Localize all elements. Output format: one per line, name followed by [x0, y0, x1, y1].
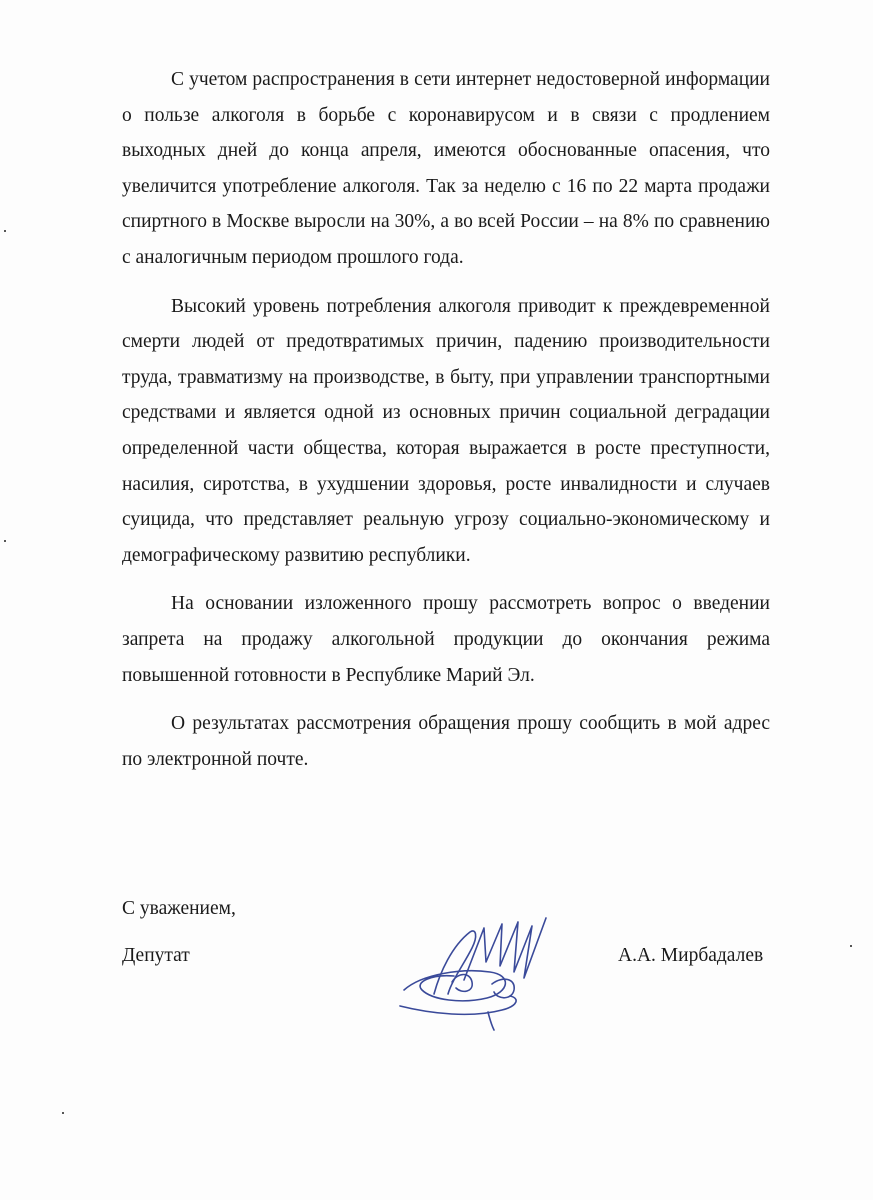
closing-salutation: С уважением,: [122, 898, 236, 919]
paragraph-2: Высокий уровень потребления алкоголя приводит к преждевременной смерти людей от предотвратимых причин, падению производительности труда, травматизму на производстве, в быту, при управлении транспортными средствами и является одной из основных причин социальной деградации определенной части общества, которая выражается в росте преступности, насилия, сиротства, в ухудшении здоровья, росте инвалидности и случаев суицида, что представляет реальную угрозу социально-экономическому и демографическому развитию республики.: [122, 295, 770, 566]
signer-role: Депутат: [122, 945, 190, 966]
paragraph-1: С учетом распространения в сети интернет недостоверной информации о пользе алкоголя в борьбе с коронавирусом и в связи с продлением выходных дней до конца апреля, имеются обоснованные опасения, что увеличится употребление алкоголя. Так за неделю с 16 по 22 марта продажи спиртного в Москве выросли на 30%, а во всей России – на 8% по сравнению с аналогичным периодом прошлого года.: [122, 69, 770, 268]
scan-speck: [62, 1112, 64, 1114]
signer-name: А.А. Мирбадалев: [618, 945, 764, 966]
signature-icon: [392, 902, 572, 1042]
paragraph-4: О результатах рассмотрения обращения прошу сообщить в мой адрес по электронной почте.: [122, 713, 770, 770]
scan-speck: [850, 945, 852, 947]
letter-body: [122, 62, 770, 790]
paragraph-3: На основании изложенного прошу рассмотреть вопрос о введении запрета на продажу алкогольной продукции до окончания режима повышенной готовности в Республике Марий Эл.: [122, 593, 770, 686]
scan-speck: [4, 230, 6, 232]
scan-speck: [4, 540, 6, 542]
